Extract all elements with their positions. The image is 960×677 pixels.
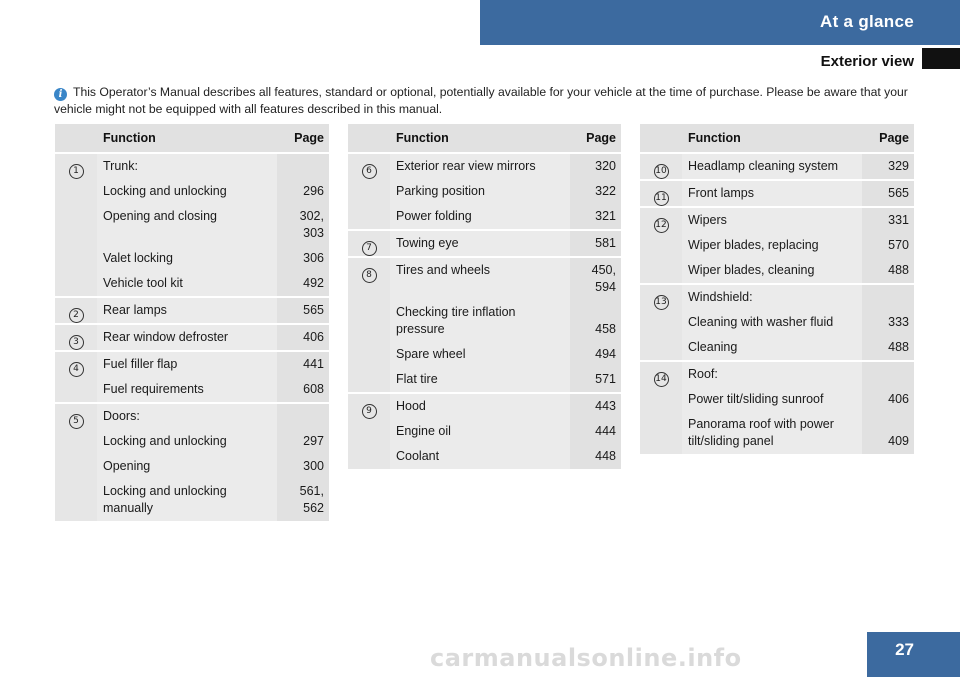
page-cell	[570, 153, 621, 230]
page-reference: 297	[303, 434, 324, 448]
item-number-badge: 6	[362, 164, 377, 179]
table-row	[348, 257, 621, 393]
item-number-badge: 9	[362, 404, 377, 419]
function-label: Tires and wheels	[396, 263, 491, 277]
function-table-3	[640, 124, 914, 454]
function-label: Wiper blades, replacing	[688, 238, 819, 252]
table-header-function: Function	[682, 124, 862, 153]
item-number-badge: 12	[654, 218, 669, 233]
page-reference	[277, 154, 329, 179]
item-number-cell	[640, 284, 682, 361]
function-label: Power folding	[396, 209, 472, 223]
page-cell	[570, 230, 621, 257]
table-header-page: Page	[570, 124, 621, 153]
page-reference: 322	[595, 184, 616, 198]
item-number-badge: 3	[69, 335, 84, 350]
info-note-text: This Operator’s Manual describes all features, standard or optional, potentially available for your vehicle at the time of purchase. Please be aware that your vehicle might not be equipped with all features described in this manual.	[54, 85, 908, 116]
page-reference: 300	[303, 459, 324, 473]
function-label: Locking and unlocking	[103, 184, 227, 198]
function-label: Cleaning with washer fluid	[688, 315, 834, 329]
function-label: Coolant	[396, 449, 440, 463]
section-title: At a glance	[820, 12, 914, 31]
function-label: Power tilt/sliding sunroof	[688, 392, 824, 406]
page-cell	[862, 361, 914, 454]
function-cell	[97, 297, 277, 324]
page-cell	[570, 257, 621, 393]
function-label: Flat tire	[396, 372, 438, 386]
page-reference: 488	[888, 263, 909, 277]
function-cell	[390, 393, 570, 469]
table-header-number	[640, 124, 682, 153]
item-number-badge: 8	[362, 268, 377, 283]
item-number-cell	[55, 403, 97, 521]
function-label: Roof:	[688, 367, 718, 381]
item-number-badge: 11	[654, 191, 669, 206]
table-row	[55, 351, 329, 403]
item-number-badge: 4	[69, 362, 84, 377]
item-number-cell	[348, 257, 390, 393]
info-note	[54, 84, 914, 118]
function-table-1	[55, 124, 329, 521]
page-reference: 450, 594	[591, 263, 616, 294]
page-cell	[862, 207, 914, 284]
page-reference: 581	[595, 236, 616, 250]
function-label: Trunk:	[103, 159, 138, 173]
function-cell	[682, 284, 862, 361]
function-label: Hood	[396, 399, 426, 413]
function-label: Valet locking	[103, 251, 173, 265]
table-row	[640, 207, 914, 284]
function-label: Vehicle tool kit	[103, 276, 183, 290]
page-reference: 488	[888, 340, 909, 354]
page-reference: 444	[595, 424, 616, 438]
function-label: Checking tire inflation pressure	[396, 305, 516, 336]
page-reference: 571	[595, 372, 616, 386]
watermark: carmanualsonline.info	[430, 644, 742, 672]
item-number-cell	[640, 153, 682, 180]
function-cell	[682, 207, 862, 284]
function-label: Fuel requirements	[103, 382, 204, 396]
table-header-number	[348, 124, 390, 153]
page-reference: 306	[303, 251, 324, 265]
function-cell	[682, 153, 862, 180]
function-label: Rear lamps	[103, 303, 167, 317]
page-reference: 406	[303, 330, 324, 344]
function-label: Wiper blades, cleaning	[688, 263, 815, 277]
table-row	[640, 284, 914, 361]
page-reference: 409	[888, 434, 909, 448]
page-cell	[277, 153, 329, 297]
function-cell	[682, 180, 862, 207]
table-row	[348, 393, 621, 469]
function-cell	[390, 153, 570, 230]
page-cell	[862, 153, 914, 180]
item-number-cell	[348, 393, 390, 469]
function-label: Locking and unlocking	[103, 434, 227, 448]
function-label: Opening	[103, 459, 151, 473]
item-number-cell	[55, 153, 97, 297]
page-reference: 492	[303, 276, 324, 290]
item-number-cell	[55, 297, 97, 324]
table-row	[640, 180, 914, 207]
table-row	[348, 230, 621, 257]
function-cell	[97, 324, 277, 351]
function-label: Cleaning	[688, 340, 738, 354]
function-label: Headlamp cleaning system	[688, 159, 839, 173]
page-number: 27	[895, 640, 914, 659]
item-number-badge: 13	[654, 295, 669, 310]
table-row	[55, 297, 329, 324]
item-number-badge: 2	[69, 308, 84, 323]
page-reference: 406	[888, 392, 909, 406]
page-cell	[277, 351, 329, 403]
item-number-badge: 5	[69, 414, 84, 429]
item-number-badge: 14	[654, 372, 669, 387]
page-reference: 302, 303	[299, 209, 324, 240]
table-row	[640, 361, 914, 454]
function-label: Front lamps	[688, 186, 754, 200]
function-label: Wipers	[688, 213, 727, 227]
function-label: Locking and unlocking manually	[103, 484, 227, 515]
function-label: Doors:	[103, 409, 140, 423]
function-label: Parking position	[396, 184, 485, 198]
item-number-badge: 1	[69, 164, 84, 179]
function-cell	[97, 403, 277, 521]
page-reference: 320	[595, 159, 616, 173]
function-cell	[390, 257, 570, 393]
table-row	[348, 153, 621, 230]
function-label: Rear window defroster	[103, 330, 229, 344]
table-row	[55, 324, 329, 351]
table-header-function: Function	[390, 124, 570, 153]
item-number-badge: 7	[362, 241, 377, 256]
page-cell	[277, 403, 329, 521]
page-reference: 570	[888, 238, 909, 252]
function-table-2	[348, 124, 621, 469]
page-cell	[277, 324, 329, 351]
page-reference: 443	[595, 399, 616, 413]
thumb-tab-marker	[922, 48, 960, 69]
page-reference: 458	[595, 322, 616, 336]
table-row	[55, 403, 329, 521]
function-label: Spare wheel	[396, 347, 466, 361]
function-cell	[97, 351, 277, 403]
table-row	[640, 153, 914, 180]
function-label: Panorama roof with power tilt/sliding panel	[688, 417, 834, 448]
function-cell	[97, 153, 277, 297]
page-reference	[862, 285, 914, 310]
page-reference: 441	[303, 357, 324, 371]
page-reference: 331	[888, 213, 909, 227]
item-number-cell	[55, 351, 97, 403]
function-label: Windshield:	[688, 290, 753, 304]
page-reference	[277, 404, 329, 429]
page-reference	[862, 362, 914, 387]
item-number-cell	[348, 230, 390, 257]
page-reference: 494	[595, 347, 616, 361]
item-number-cell	[55, 324, 97, 351]
table-header-function: Function	[97, 124, 277, 153]
info-icon: i	[54, 88, 67, 101]
page-reference: 565	[303, 303, 324, 317]
page-reference: 565	[888, 186, 909, 200]
item-number-badge: 10	[654, 164, 669, 179]
page-cell	[570, 393, 621, 469]
item-number-cell	[640, 207, 682, 284]
table-header-page: Page	[277, 124, 329, 153]
function-label: Fuel filler flap	[103, 357, 178, 371]
item-number-cell	[640, 180, 682, 207]
table-row	[55, 153, 329, 297]
item-number-cell	[348, 153, 390, 230]
page-reference: 561, 562	[299, 484, 324, 515]
page-cell	[862, 180, 914, 207]
page-reference: 333	[888, 315, 909, 329]
page-reference: 608	[303, 382, 324, 396]
page-reference: 321	[595, 209, 616, 223]
function-label: Opening and closing	[103, 209, 217, 223]
page-cell	[862, 284, 914, 361]
function-label: Exterior rear view mirrors	[396, 159, 536, 173]
subsection-title: Exterior view	[820, 53, 914, 70]
function-label: Engine oil	[396, 424, 451, 438]
function-cell	[682, 361, 862, 454]
page-reference: 329	[888, 159, 909, 173]
table-header-number	[55, 124, 97, 153]
function-cell	[390, 230, 570, 257]
function-label: Towing eye	[396, 236, 459, 250]
page-reference: 296	[303, 184, 324, 198]
page-cell	[277, 297, 329, 324]
item-number-cell	[640, 361, 682, 454]
table-header-page: Page	[862, 124, 914, 153]
page-reference: 448	[595, 449, 616, 463]
